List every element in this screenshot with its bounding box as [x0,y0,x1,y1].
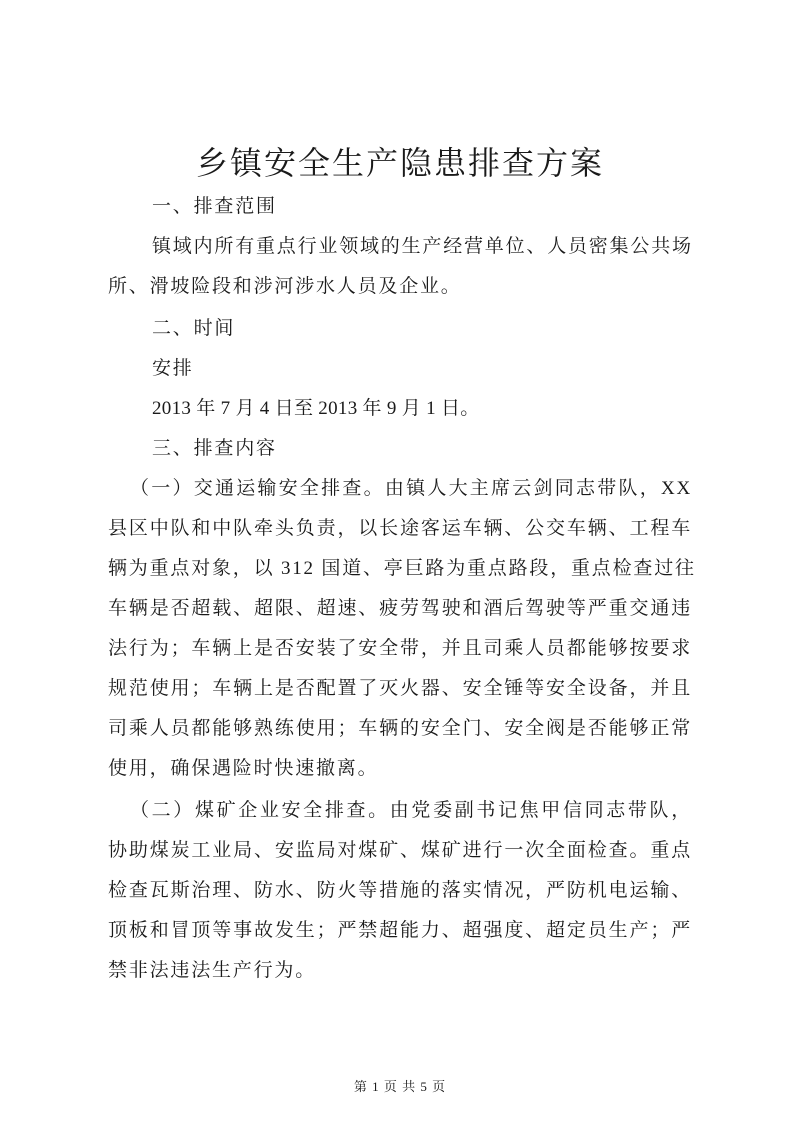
text-line: 镇域内所有重点行业领域的生产经营单位、人员密集公共场 [152,236,693,257]
text-line: 顶板和冒顶等事故发生；严禁超能力、超强度、超定员生产；严 [108,920,692,941]
text-line: 使用，确保遇险时快速撤离。 [108,758,379,779]
text-line: （一）交通运输安全排查。由镇人大主席云剑同志带队，XX [130,478,692,499]
text-line: （二）煤矿企业安全排查。由党委副书记焦甲信同志带队， [130,800,692,821]
document-body [108,187,696,993]
text-line: 司乘人员都能够熟练使用；车辆的安全门、安全阀是否能够正常 [108,718,692,739]
text-line: 禁非法违法生产行为。 [108,960,317,981]
paragraph-coal-mine [108,791,692,991]
document-title: 乡镇安全生产隐患排查方案 [195,145,604,181]
text-line: 规范使用；车辆上是否配置了灭火器、安全锤等安全设备，并且 [108,678,692,699]
paragraph-date-range: 2013 年 7 月 4 日至 2013 年 9 月 1 日。 [152,398,480,419]
text-line: 辆为重点对象，以 312 国道、亭巨路为重点路段，重点检查过往 [108,558,696,579]
text-line: 检查瓦斯治理、防水、防火等措施的落实情况，严防机电运输、 [108,880,692,901]
text-line: 协助煤炭工业局、安监局对煤矿、煤矿进行一次全面检查。重点 [108,840,692,861]
page-number-footer: 第 1 页 共 5 页 [353,1079,447,1094]
text-line: 县区中队和中队牵头负责，以长途客运车辆、公交车辆、工程车 [108,518,692,539]
section-subheading-arrangement: 安排 [152,358,194,379]
section-heading-time: 二、时间 [152,318,236,339]
paragraph-scope [108,227,692,307]
text-line: 所、滑坡险段和涉河涉水人员及企业。 [108,276,462,297]
text-line: 车辆是否超载、超限、超速、疲劳驾驶和酒后驾驶等严重交通违 [108,598,692,619]
section-heading-content: 三、排查内容 [152,438,277,459]
section-heading-scope: 一、排查范围 [152,196,277,217]
paragraph-traffic [108,469,696,789]
text-line: 法行为；车辆上是否安装了安全带，并且司乘人员都能够按要求 [108,638,692,659]
